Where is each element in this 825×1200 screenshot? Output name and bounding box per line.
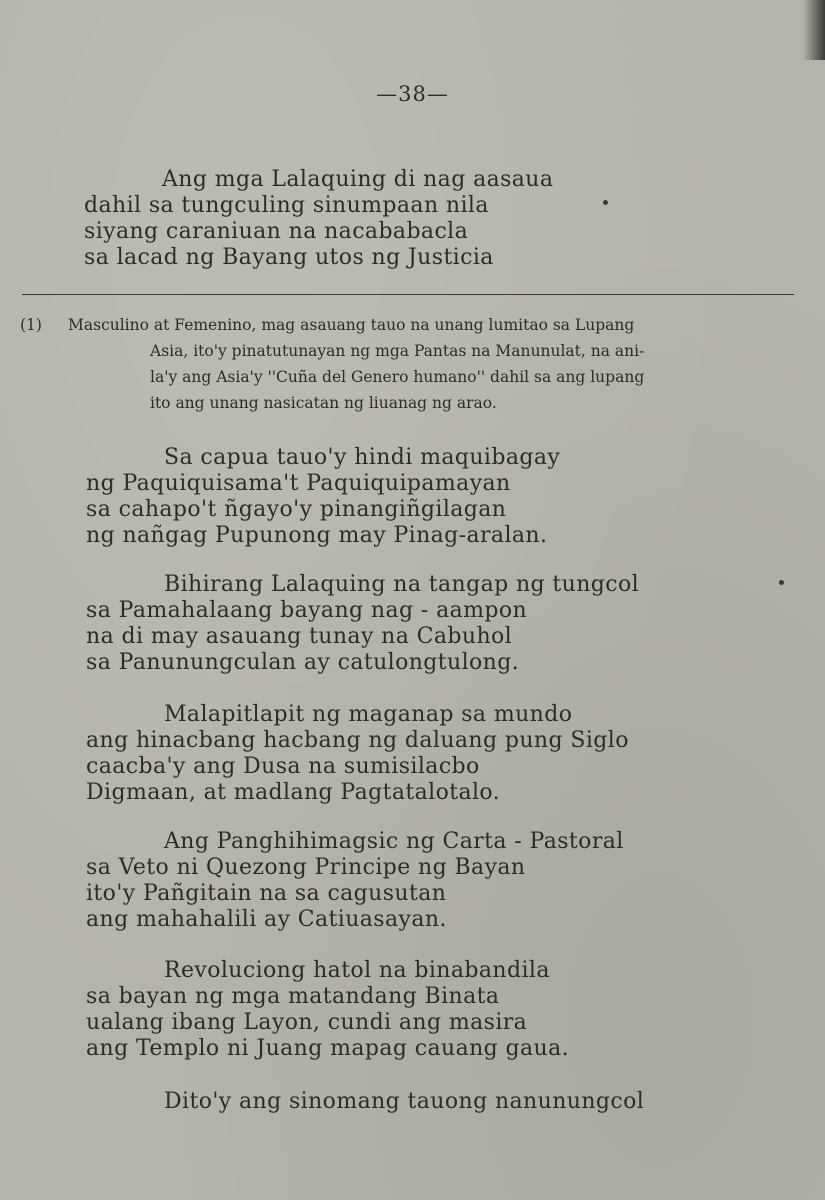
stanza: [86, 1089, 644, 1115]
stanza-top: [84, 167, 553, 271]
verse-line: caacba'y ang Dusa na sumisilacbo: [86, 754, 480, 779]
verse-line: Sa capua tauo'y hindi maquibagay: [164, 445, 561, 470]
stanza: [86, 829, 624, 933]
verse-line: dahil sa tungculing sinumpaan nila: [84, 193, 489, 218]
verse-line: sa lacad ng Bayang utos ng Justicia: [84, 245, 494, 270]
verse-line: Ang Panghihimagsic ng Carta - Pastoral: [164, 829, 624, 854]
ink-speck: [603, 200, 608, 205]
verse-line: sa cahapo't ñgayo'y pinangiñgilagan: [86, 497, 507, 522]
footnote-line: Asia, ito'y pinatutunayan ng mga Pantas na Manunulat, na ani-: [150, 342, 645, 360]
footnote-line: la'y ang Asia'y ''Cuña del Genero humano'' dahil sa ang lupang: [150, 368, 645, 386]
verse-line: na di may asauang tunay na Cabuhol: [86, 624, 513, 649]
verse-line: Malapitlapit ng maganap sa mundo: [164, 702, 573, 727]
verse-line: ang Templo ni Juang mapag cauang gaua.: [86, 1036, 570, 1061]
ink-speck: [779, 580, 784, 585]
verse-line: ang hinacbang hacbang ng daluang pung Siglo: [86, 728, 629, 753]
verse-line: ualang ibang Layon, cundi ang masira: [86, 1010, 528, 1035]
footnote-line: Masculino at Femenino, mag asauang tauo na unang lumitao sa Lupang: [68, 316, 635, 334]
stanza: [86, 445, 560, 549]
verse-line: sa bayan ng mga matandang Binata: [86, 984, 500, 1009]
footnote-marker: (1): [20, 316, 42, 334]
verse-line: ng Paquiquisama't Paquiquipamayan: [86, 471, 511, 496]
page-number: —38—: [376, 82, 449, 106]
verse-line: ito'y Pañgitain na sa cagusutan: [86, 881, 447, 906]
stanza: [86, 702, 629, 806]
footnote: [20, 312, 810, 416]
stanza: [86, 572, 639, 676]
verse-line: Digmaan, at madlang Pagtatalotalo.: [86, 780, 501, 805]
footnote-line: ito ang unang nasicatan ng liuanag ng arao.: [150, 394, 497, 412]
verse-line: sa Veto ni Quezong Principe ng Bayan: [86, 855, 526, 880]
verse-line: ang mahahalili ay Catiuasayan.: [86, 907, 447, 932]
verse-line: sa Pamahalaang bayang nag - aampon: [86, 598, 528, 623]
verse-line: ng nañgag Pupunong may Pinag-aralan.: [86, 523, 548, 548]
verse-line: Dito'y ang sinomang tauong nanunungcol: [164, 1089, 645, 1114]
verse-line: Revoluciong hatol na binabandila: [164, 958, 550, 983]
stanza: [86, 958, 569, 1062]
verse-line: sa Panunungculan ay catulongtulong.: [86, 650, 520, 675]
verse-line: Ang mga Lalaquing di nag aasaua: [162, 167, 554, 192]
verse-line: Bihirang Lalaquing na tangap ng tungcol: [164, 572, 640, 597]
page-edge-shadow: [803, 0, 825, 60]
verse-line: siyang caraniuan na nacababacla: [84, 219, 469, 244]
footnote-divider: [22, 294, 794, 295]
